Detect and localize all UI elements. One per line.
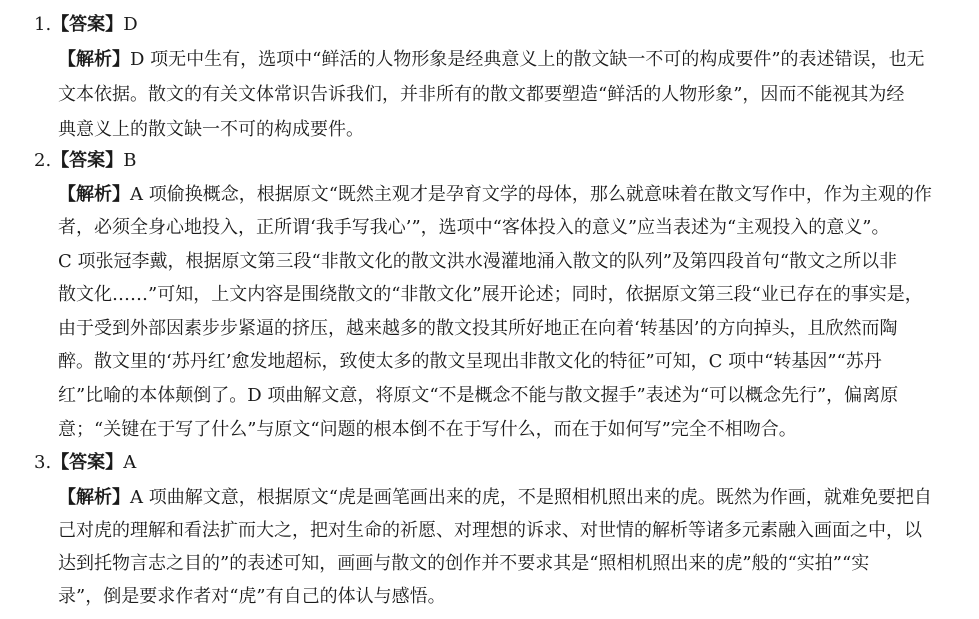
analysis-line [58,49,925,71]
analysis-line: 醉。散文里的‘苏丹红’愈发地超标，致使太多的散文呈现出非散文化的特征”可知，C 项中“转基因”“苏丹 [58,351,882,372]
answer-header-3 [34,452,136,474]
item-number: 2. [34,150,52,171]
answer-value: D [123,14,138,35]
analysis-line: 散文化……”可知，上文内容是围绕散文的“非散文化”展开论述；同时，依据原文第三段“业已存在的事实是， [58,284,923,305]
analysis-line [58,487,932,509]
analysis-line [58,184,932,206]
answer-label: 【答案】 [51,150,124,171]
analysis-line: 文本依据。散文的有关文体常识告诉我们，并非所有的散文都要塑造“鲜活的人物形象”，因而不能视其为经 [58,84,905,105]
analysis-text: A 项偷换概念，根据原文“既然主观才是孕育文学的母体，那么就意味着在散文写作中，作为主观的作 [130,184,932,205]
answer-value: A [123,452,137,473]
item-number: 3. [34,452,52,473]
analysis-line: 由于受到外部因素步步紧逼的挤压，越来越多的散文投其所好地正在向着‘转基因’的方向掉头，且欣然而陶 [58,318,898,339]
analysis-label: 【解析】 [58,184,130,205]
analysis-line: 红”比喻的本体颠倒了。D 项曲解文意，将原文“不是概念不能与散文握手”表述为“可以概念先行”，偏离原 [58,385,899,406]
analysis-line: 典意义上的散文缺一不可的构成要件。 [58,119,364,140]
item-number: 1. [34,14,52,35]
analysis-text: D 项无中生有，选项中“鲜活的人物形象是经典意义上的散文缺一不可的构成要件”的表述错误，也无 [130,49,925,70]
answer-label: 【答案】 [51,452,124,473]
answer-value: B [123,150,137,171]
analysis-line: 录”，倒是要求作者对“虎”有自己的体认与感悟。 [58,586,446,607]
analysis-label: 【解析】 [58,487,130,508]
analysis-label: 【解析】 [58,49,130,70]
answer-header-1 [34,14,138,36]
analysis-line: 己对虎的理解和看法扩而大之，把对生命的祈愿、对理想的诉求、对世情的解析等诸多元素融入画面之中，以 [58,520,922,541]
answer-label: 【答案】 [51,14,124,35]
analysis-line: 达到托物言志之目的”的表述可知，画画与散文的创作并不要求其是“照相机照出来的虎”般的“实拍”“实 [58,553,870,574]
analysis-line: 者，必须全身心地投入，正所谓‘我手写我心’”，选项中“客体投入的意义”应当表述为“主观投入的意义”。 [58,217,890,238]
analysis-text: A 项曲解文意，根据原文“虎是画笔画出来的虎，不是照相机照出来的虎。既然为作画，就难免要把自 [130,487,932,508]
answer-header-2 [34,150,136,172]
analysis-line: 意；“关键在于写了什么”与原文“问题的根本倒不在于写什么，而在于如何写”完全不相吻合。 [58,419,797,440]
analysis-line: C 项张冠李戴，根据原文第三段“非散文化的散文洪水漫灌地涌入散文的队列”及第四段首句“散文之所以非 [58,251,898,272]
